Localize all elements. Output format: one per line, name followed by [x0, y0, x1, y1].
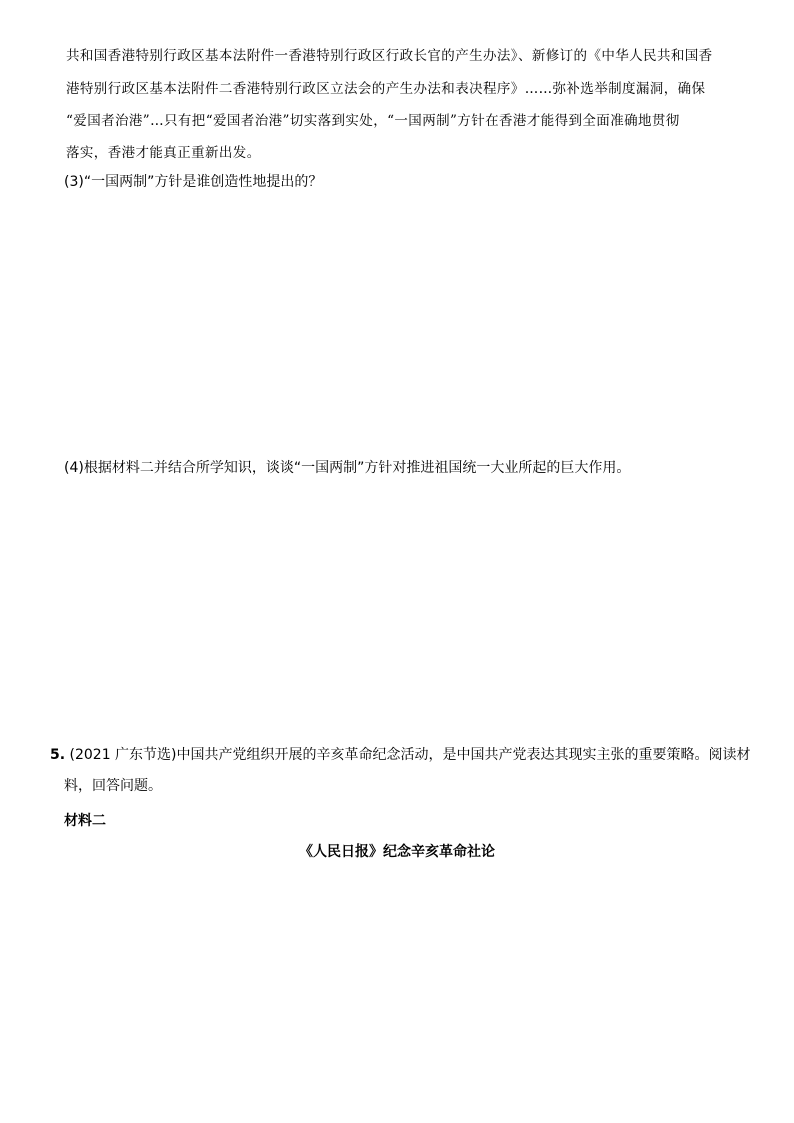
passage-line-4: 落实，香港才能真正重新出发。 — [66, 145, 261, 161]
material-label: 材料二 — [64, 813, 106, 829]
question-5-line-1 — [50, 745, 751, 765]
question-5-stem: (2021 广东节选)中国共产党组织开展的辛亥革命纪念活动，是中国共产党表达其现实主张的重要策略。阅读材 — [69, 747, 751, 763]
question-number: 5. — [50, 747, 66, 763]
passage-line-2: 港特别行政区基本法附件二香港特别行政区立法会的产生办法和表决程序》……弥补选举制度漏洞，确保 — [66, 81, 706, 97]
question-5-line-2: 料，回答问题。 — [64, 778, 162, 794]
question-4: (4)根据材料二并结合所学知识，谈谈“一国两制”方针对推进祖国统一大业所起的巨大作用。 — [64, 460, 631, 476]
material-title: 《人民日报》纪念辛亥革命社论 — [299, 844, 495, 860]
passage-line-3: “爱国者治港”…只有把“爱国者治港”切实落到实处，“一国两制”方针在香港才能得到全面准确地贯彻 — [66, 113, 680, 129]
passage-line-1: 共和国香港特别行政区基本法附件一香港特别行政区行政长官的产生办法》、新修订的《中华人民共和国香 — [66, 48, 713, 64]
question-3: (3)“一国两制”方针是谁创造性地提出的？ — [64, 174, 323, 190]
